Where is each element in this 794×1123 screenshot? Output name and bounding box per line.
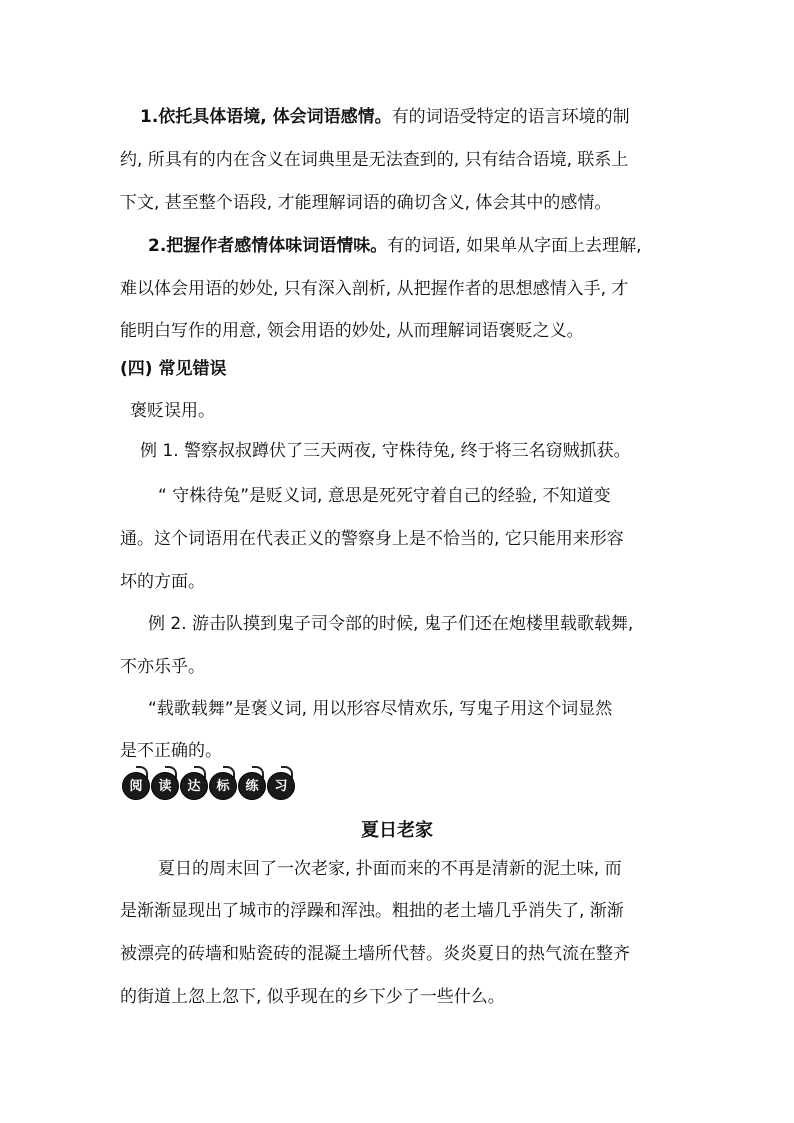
example-1-explanation-2: 通。这个词语用在代表正义的警察身上是不恰当的, 它只能用来形容 (120, 529, 624, 549)
tip-1-heading: 依托具体语境, 体会词语感情。 (158, 107, 392, 127)
banner-char: 习 (267, 772, 295, 800)
tip-2-body: 有的词语, 如果单从字面上去理解, (387, 236, 642, 256)
banner-char: 读 (151, 772, 179, 800)
tip-1-line-2: 约, 所具有的内在含义在词典里是无法查到的, 只有结合语境, 联系上 (120, 150, 629, 170)
tip-2-number: 2. (148, 236, 167, 256)
section-subheading: 褒贬误用。 (130, 401, 215, 421)
banner-char: 阅 (122, 772, 150, 800)
example-2-sentence: 例 2. 游击队摸到鬼子司令部的时候, 鬼子们还在炮楼里载歌载舞, (148, 614, 634, 634)
example-2-sentence-cont: 不亦乐乎。 (120, 657, 205, 677)
tip-1-body: 有的词语受特定的语言环境的制 (391, 107, 630, 127)
tip-2-line-2: 难以体会用语的妙处, 只有深入剖析, 从把握作者的思想感情入手, 才 (120, 279, 629, 299)
tip-1-line-3: 下文, 甚至整个语段, 才能理解词语的确切含义, 体会其中的感情。 (120, 193, 612, 213)
bomb-icon (238, 766, 266, 800)
tip-2-line-3: 能明白写作的用意, 领会用语的妙处, 从而理解词语褒贬之义。 (120, 321, 584, 341)
section-heading: (四) 常见错误 (120, 359, 227, 379)
example-2-explanation-1: “载歌载舞”是褒义词, 用以形容尽情欢乐, 写鬼子用这个词显然 (148, 699, 613, 719)
article-title: 夏日老家 (361, 820, 433, 841)
example-1-sentence: 例 1. 警察叔叔蹲伏了三天两夜, 守株待兔, 终于将三名窃贼抓获。 (140, 441, 631, 461)
example-1-explanation-3: 坏的方面。 (120, 572, 205, 592)
bomb-icon (267, 766, 295, 800)
bomb-icon (151, 766, 179, 800)
article-line-1: 夏日的周末回了一次老家, 扑面而来的不再是清新的泥土味, 而 (158, 859, 622, 879)
bomb-icon (122, 766, 150, 800)
banner-char: 达 (180, 772, 208, 800)
tip-2-line-1 (148, 235, 642, 257)
bomb-icon (209, 766, 237, 800)
article-line-2: 是渐渐显现出了城市的浮躁和浑浊。粗拙的老土墙几乎消失了, 渐渐 (120, 901, 624, 921)
article-line-3: 被漂亮的砖墙和贴瓷砖的混凝土墙所代替。炎炎夏日的热气流在整齐 (120, 944, 630, 964)
tip-1-number: 1. (140, 107, 159, 127)
tip-1-line-1 (140, 106, 630, 128)
banner-char: 标 (209, 772, 237, 800)
tip-2-heading: 把握作者感情体味词语情味。 (166, 236, 388, 256)
article-line-4: 的街道上忽上忽下, 似乎现在的乡下少了一些什么。 (120, 987, 505, 1007)
example-2-explanation-2: 是不正确的。 (120, 741, 222, 761)
banner-char: 练 (238, 772, 266, 800)
reading-practice-banner (122, 766, 295, 800)
example-1-explanation-1: “ 守株待兔”是贬义词, 意思是死死守着自己的经验, 不知道变 (158, 486, 611, 506)
bomb-icon (180, 766, 208, 800)
